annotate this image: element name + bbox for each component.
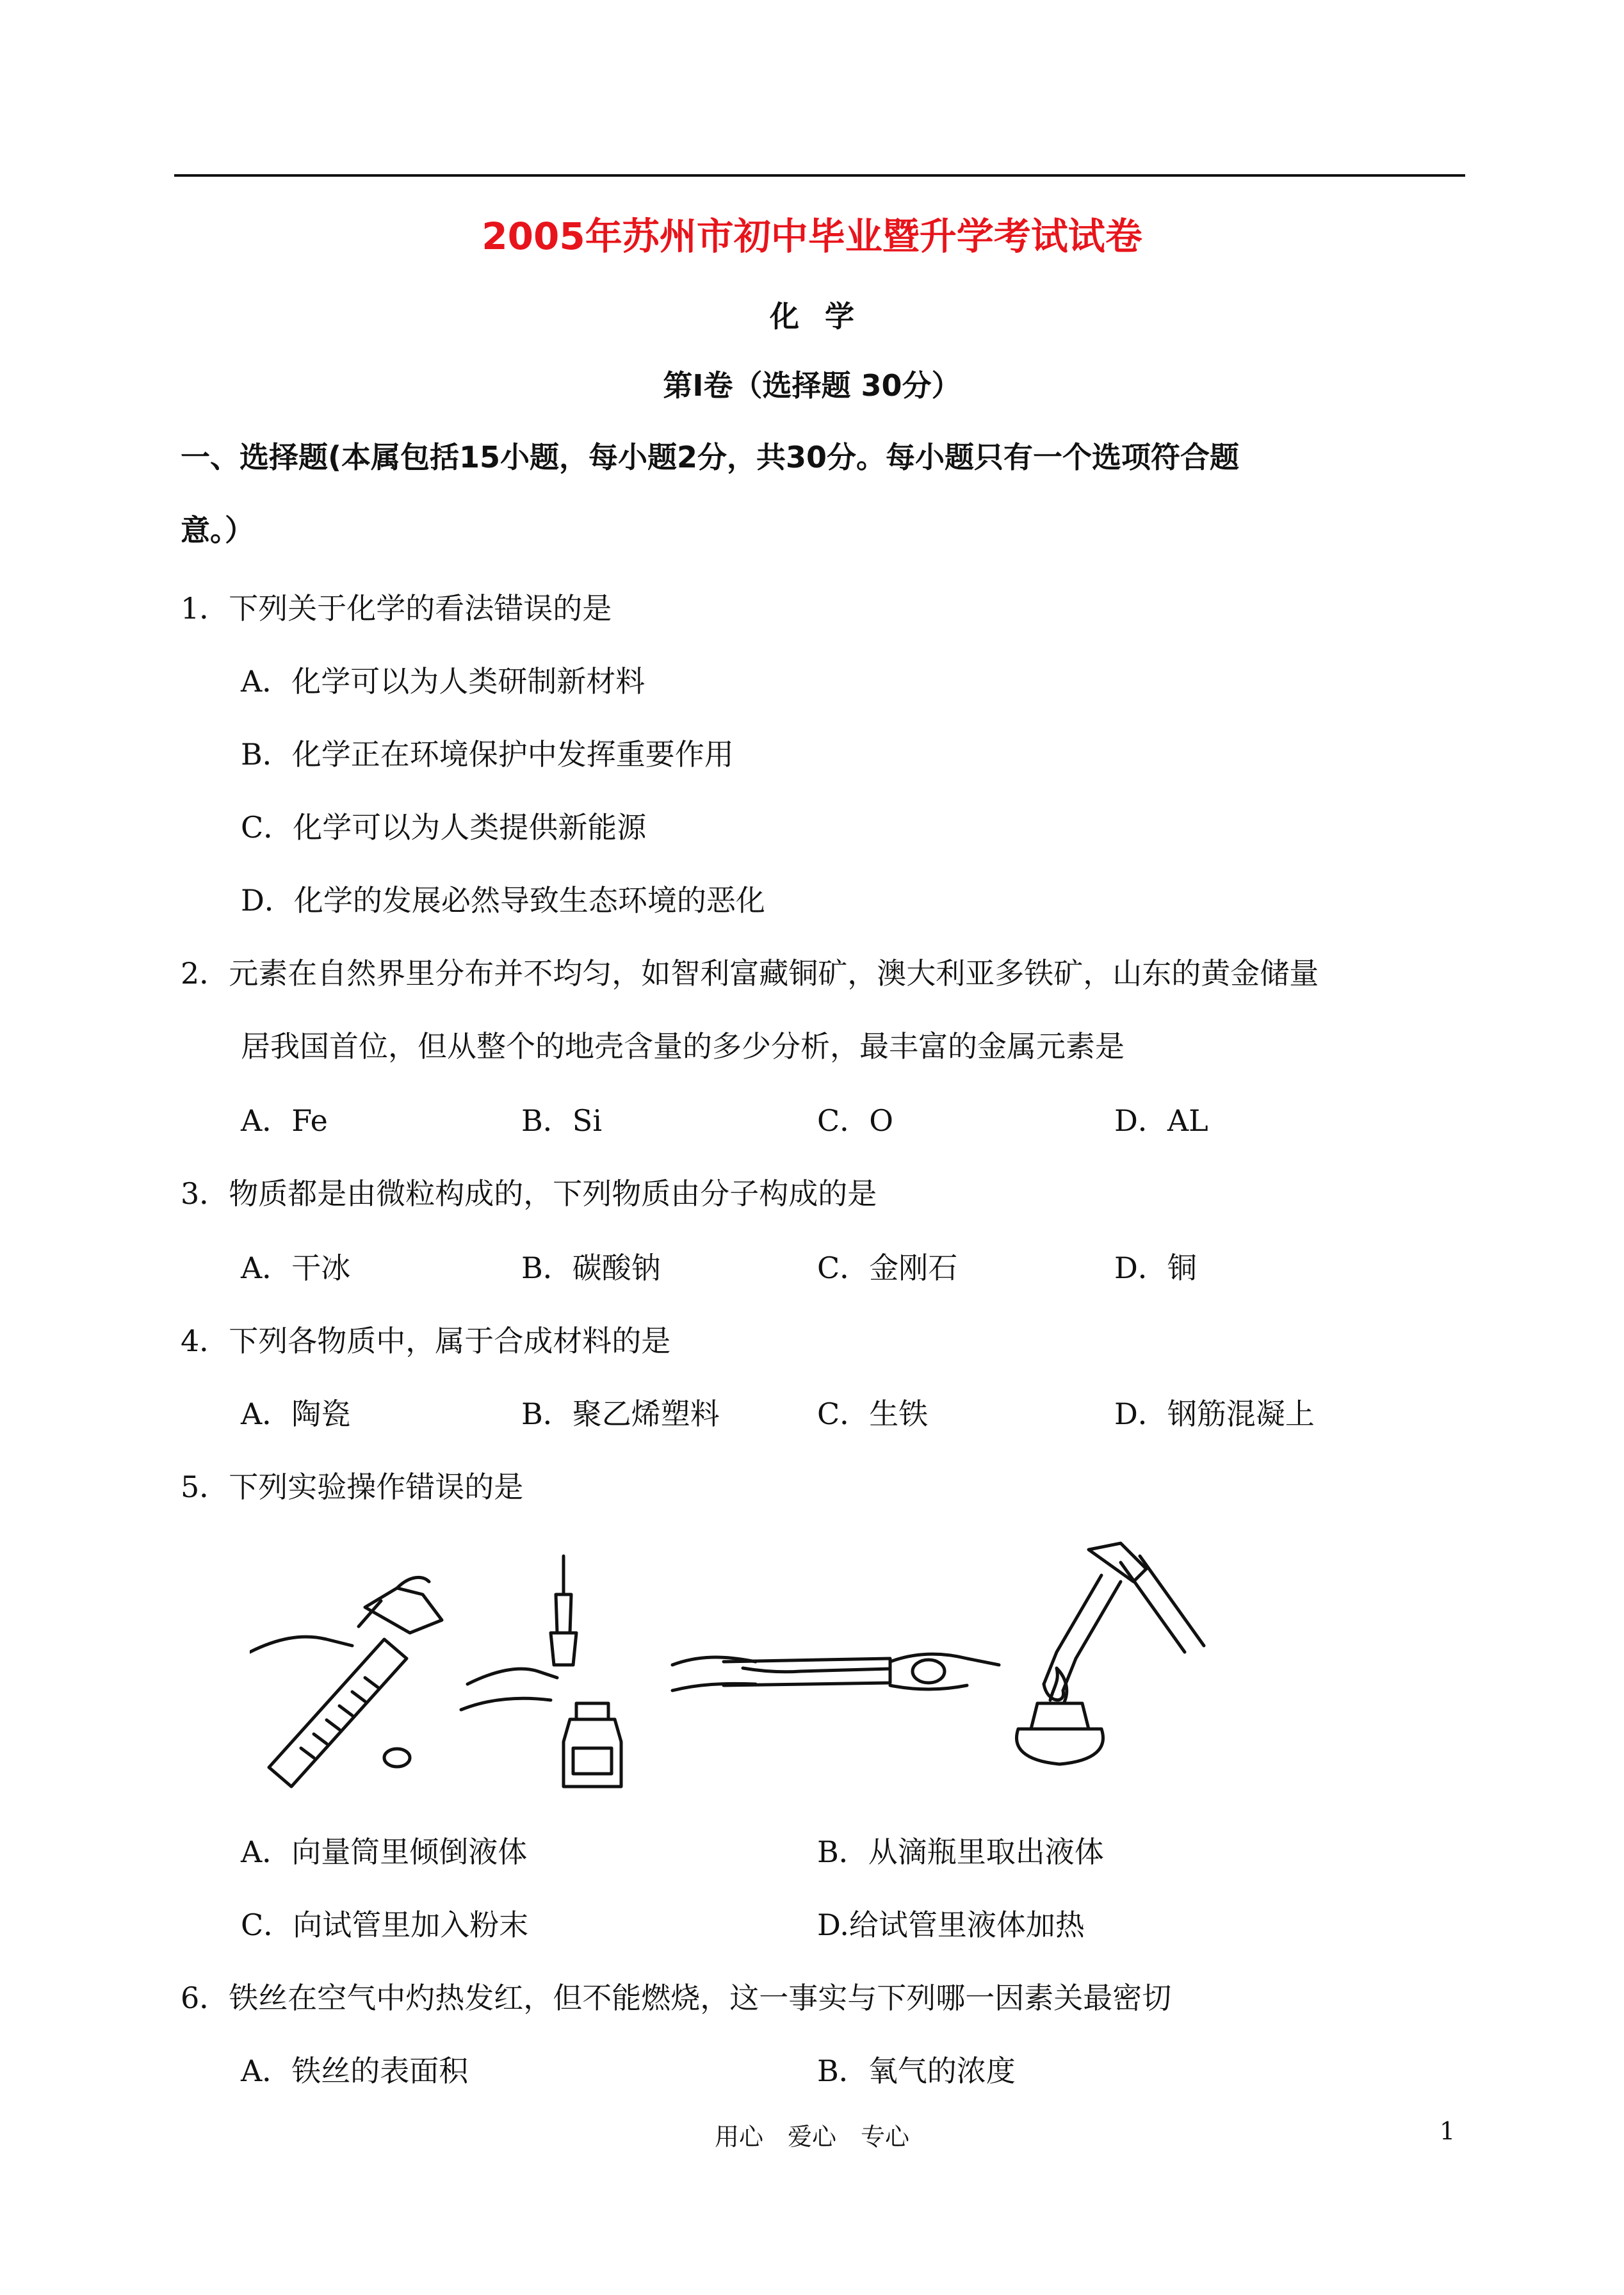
question-2-stem-continued: 居我国首位，但从整个的地壳含量的多少分析，最丰富的金属元素是 [241, 1029, 1125, 1064]
dropper-bottle-icon [461, 1556, 621, 1787]
question-2-option-b: B．Si [521, 1103, 603, 1138]
test-tube-powder-icon [672, 1654, 999, 1691]
question-3-option-a: A．干冰 [241, 1251, 351, 1285]
question-5-option-a: A．向量筒里倾倒液体 [241, 1835, 528, 1869]
question-1-option-d: D．化学的发展必然导致生态环境的恶化 [241, 883, 765, 918]
question-4-option-d: D．钢筋混凝上 [1114, 1397, 1315, 1431]
question-4-stem: 4．下列各物质中，属于合成材料的是 [181, 1324, 671, 1358]
question-5-stem: 5．下列实验操作错误的是 [181, 1470, 524, 1504]
question-2-stem: 2．元素在自然界里分布并不均匀，如智利富藏铜矿，澳大利亚多铁矿，山东的黄金储量 [181, 956, 1319, 991]
question-4-option-b: B．聚乙烯塑料 [521, 1397, 720, 1431]
question-2-option-a: A．Fe [241, 1103, 328, 1138]
question-5-option-c: C．向试管里加入粉末 [241, 1908, 529, 1942]
section-instruction-line1: 一、选择题(本属包括15小题，每小题2分，共30分。每小题只有一个选项符合题 [181, 440, 1240, 474]
section-instruction-line2: 意。） [181, 513, 254, 547]
question-5-option-b: B．从滴瓶里取出液体 [817, 1835, 1104, 1869]
subject-title: 化学 [770, 299, 880, 334]
question-6-stem: 6．铁丝在空气中灼热发红，但不能燃烧，这一事实与下列哪一因素关最密切 [181, 1981, 1172, 2015]
exam-title: 2005年苏州市初中毕业暨升学考试试卷 [482, 215, 1142, 258]
test-tube-heating-icon [1017, 1543, 1204, 1764]
question-5-option-d: D.给试管里液体加热 [817, 1908, 1085, 1942]
question-4-option-c: C．生铁 [817, 1397, 929, 1431]
question-4-option-a: A．陶瓷 [241, 1397, 351, 1431]
footer-motto: 用心 爱心 专心 [714, 2123, 909, 2151]
question-6-option-b: B．氧气的浓度 [817, 2054, 1016, 2088]
graduated-cylinder-icon [250, 1577, 442, 1787]
question-1-option-b: B．化学正在环境保护中发挥重要作用 [241, 737, 734, 772]
question-3-stem: 3．物质都是由微粒构成的，下列物质由分子构成的是 [181, 1176, 877, 1211]
question-1-option-c: C．化学可以为人类提供新能源 [241, 810, 647, 845]
question-6-option-a: A．铁丝的表面积 [241, 2054, 469, 2088]
header-rule [174, 174, 1465, 177]
question-1-option-a: A．化学可以为人类研制新材料 [241, 664, 646, 699]
question-3-option-d: D．铜 [1114, 1251, 1197, 1285]
page-number: 1 [1440, 2117, 1456, 2145]
question-1-stem: 1．下列关于化学的看法错误的是 [181, 591, 612, 626]
part-title: 第Ⅰ卷（选择题 30分） [663, 368, 961, 403]
question-2-option-d: D．AL [1114, 1103, 1208, 1138]
question-3-option-b: B．碳酸钠 [521, 1251, 661, 1285]
question-2-option-c: C．O [817, 1103, 893, 1138]
lab-operations-figure [250, 1537, 1262, 1793]
question-3-option-c: C．金刚石 [817, 1251, 958, 1285]
